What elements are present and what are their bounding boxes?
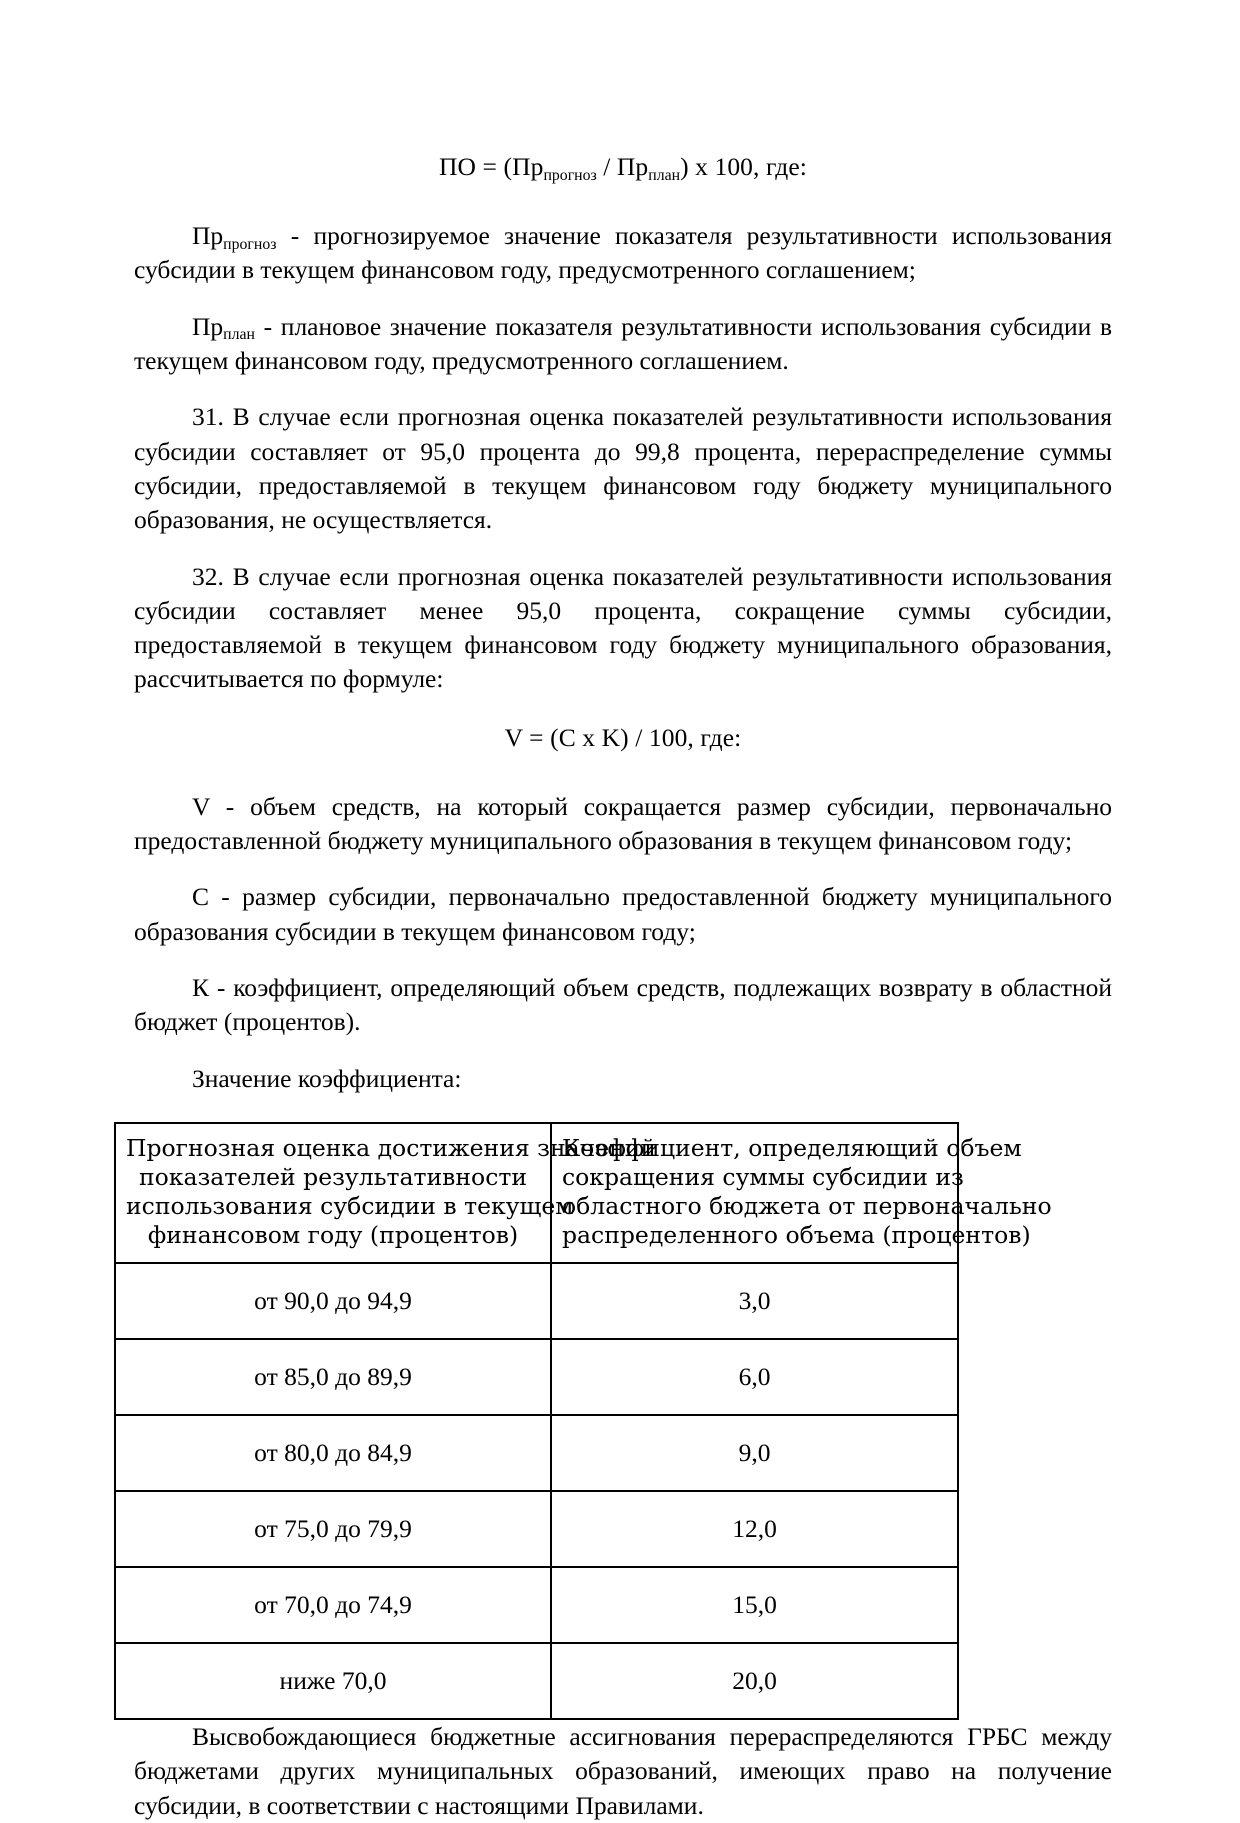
symbol-pr-prognoz: Пр [192, 221, 224, 251]
table-header-coefficient-line-4: распределенного объема (процентов) [562, 1221, 1031, 1250]
cell-coefficient: 6,0 [551, 1339, 958, 1415]
formula-po-subscript-plan: план [648, 166, 681, 184]
table-header-coefficient-line-2: сокращения суммы субсидии из [562, 1163, 964, 1192]
formula-po-middle: / Пр [596, 152, 649, 181]
cell-range: от 85,0 до 89,9 [115, 1339, 551, 1415]
formula-po-prefix: ПО = (Пр [439, 152, 544, 181]
table-header-coefficient [551, 1123, 1052, 1263]
cell-coefficient: 15,0 [551, 1567, 958, 1643]
cell-range: ниже 70,0 [115, 1643, 551, 1719]
formula-po-suffix: ) x 100, где: [680, 152, 807, 181]
table-header-range-line-4: финансовом году (процентов) [147, 1221, 519, 1250]
cell-range: от 75,0 до 79,9 [115, 1491, 551, 1567]
definition-pr-prognoz [134, 219, 1112, 288]
table-header-range-line-1: Прогнозная оценка достижения значений [126, 1134, 657, 1163]
closing-paragraph: Высвобождающиеся бюджетные ассигнования перераспределяются ГРБС между бюджетами других муниципальных образований, имеющих право на получение субсидии, в соответствии с настоящими Правилами. [134, 1722, 1112, 1820]
subscript-prognoz: прогноз [223, 235, 277, 253]
table-row [115, 1567, 958, 1643]
table-header-coefficient-line-1: Коэффициент, определяющий объем [562, 1134, 1022, 1163]
definition-v: V - объем средств, на который сокращается размер субсидии, первоначально предоставленной бюджету муниципального образования в текущем финансовом году; [134, 791, 1112, 856]
formula-po [134, 150, 1112, 183]
formula-v: V = (C x K) / 100, где: [504, 722, 742, 752]
cell-coefficient: 3,0 [551, 1263, 958, 1339]
table-row [115, 1491, 958, 1567]
clause-32: 32. В случае если прогнозная оценка показателей результативности использования субсидии составляет менее 95,0 процента, сокращение суммы субсидии, предоставляемой в текущем финансовом году бюджету муниципального образования, рассчитывается по формуле: [134, 561, 1112, 694]
definition-pr-plan-text: - плановое значение показателя результативности использования субсидии в текущем финансовом году, предусмотренного соглашением. [134, 311, 1112, 376]
cell-range: от 80,0 до 84,9 [115, 1415, 551, 1491]
table-row [115, 1339, 958, 1415]
definition-pr-prognoz-text: - прогнозируемое значение показателя результативности использования субсидии в текущем финансовом году, предусмотренного соглашением; [134, 221, 1112, 285]
table-row [115, 1643, 958, 1719]
table-caption: Значение коэффициента: [192, 1063, 462, 1093]
table-header-range [115, 1123, 657, 1263]
definition-k: К - коэффициент, определяющий объем средств, подлежащих возврату в областной бюджет (процентов). [134, 973, 1112, 1037]
coefficient-table [114, 1122, 1052, 1720]
table-header-row [115, 1123, 958, 1263]
table-row [115, 1415, 958, 1491]
definition-pr-plan [134, 310, 1112, 379]
clause-31: 31. В случае если прогнозная оценка показателей результативности использования субсидии составляет от 95,0 процента до 99,8 процента, перераспределение суммы субсидии, предоставляемой в текущем финансовом году бюджету муниципального образования, не осуществляется. [134, 402, 1112, 535]
subscript-plan: план [223, 326, 255, 344]
table-header-range-line-3: использования субсидии в текущем [126, 1192, 574, 1221]
cell-coefficient: 9,0 [551, 1415, 958, 1491]
table-header-coefficient-line-3: областного бюджета от первоначально [562, 1192, 1052, 1221]
cell-coefficient: 12,0 [551, 1491, 958, 1567]
cell-range: от 70,0 до 74,9 [115, 1567, 551, 1643]
cell-coefficient: 20,0 [551, 1643, 958, 1719]
symbol-pr-plan: Пр [192, 311, 224, 341]
formula-po-subscript-prognoz: прогноз [543, 166, 597, 184]
table-header-range-line-2: показателей результативности [138, 1163, 528, 1192]
document-content [126, 150, 1112, 1823]
definition-c: C - размер субсидии, первоначально предоставленной бюджету муниципального образования субсидии в текущем финансовом году; [134, 882, 1112, 946]
table-row [115, 1263, 958, 1339]
cell-range: от 90,0 до 94,9 [115, 1263, 551, 1339]
